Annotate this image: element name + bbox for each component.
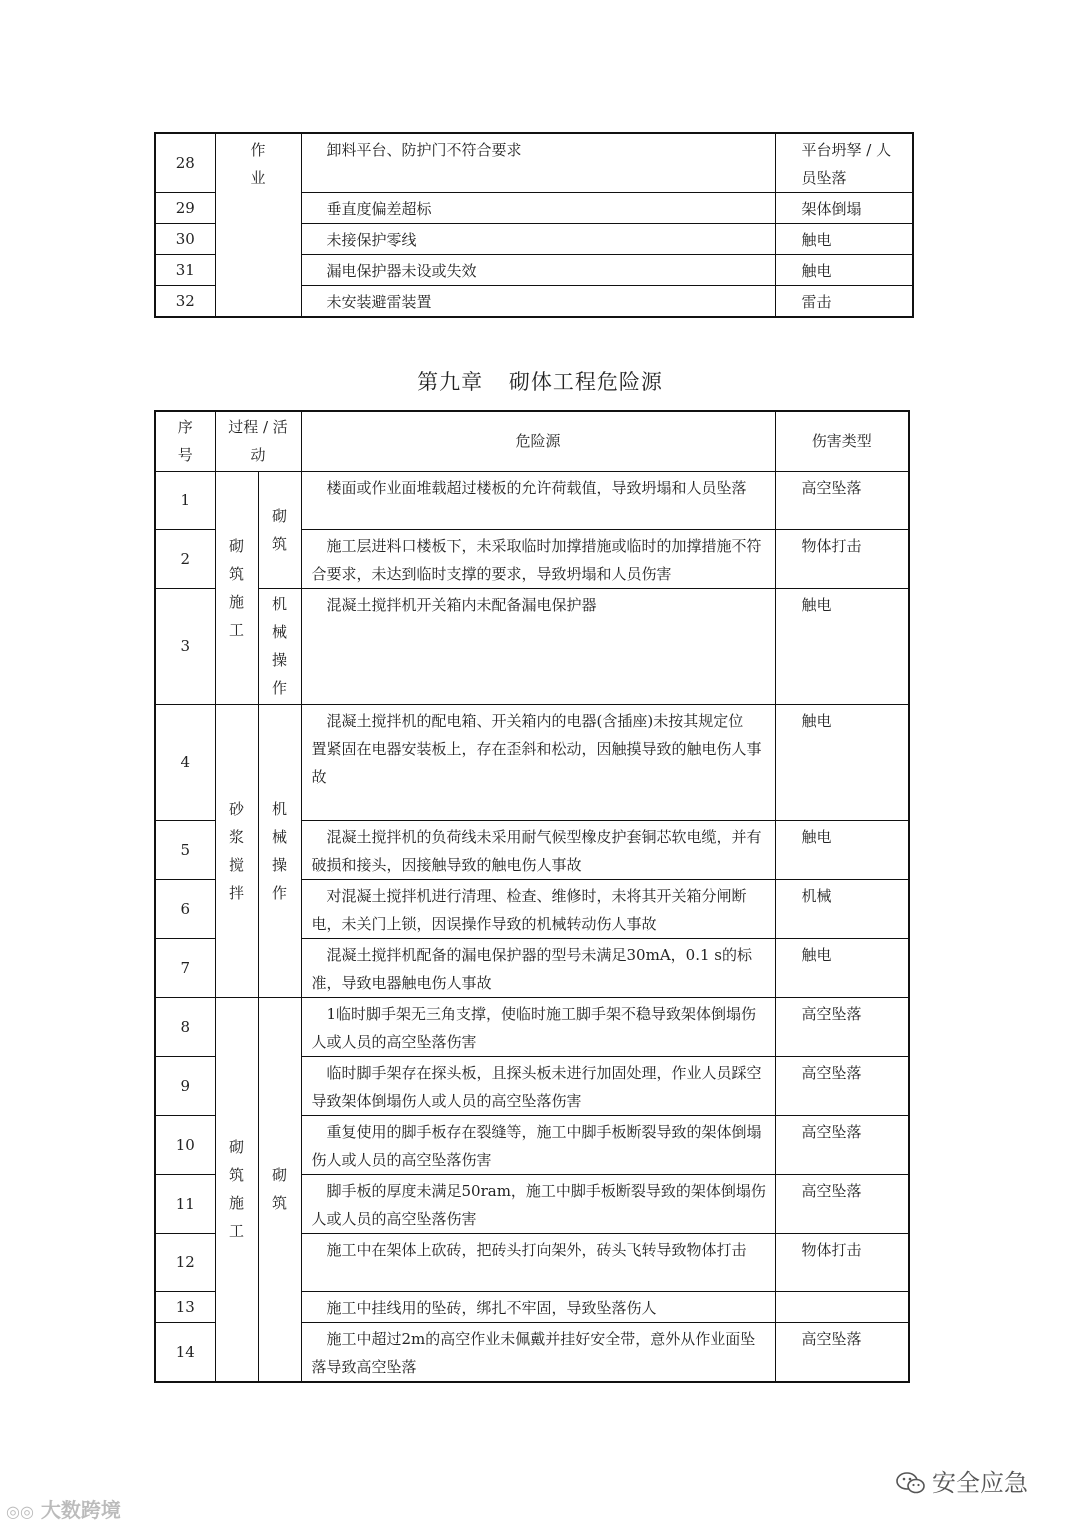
injury-type-cell: 雷击 — [775, 286, 913, 318]
header-hazard: 危险源 — [301, 411, 775, 471]
vertical-char: 施 — [228, 1194, 244, 1212]
injury-type-cell: 平台坍孥 / 人员坠落 — [775, 133, 913, 193]
row-number: 12 — [155, 1233, 215, 1291]
activity-cell — [258, 704, 301, 997]
watermark-right: 安全应急 — [896, 1463, 1028, 1498]
injury-type-cell: 高空坠落 — [775, 1174, 909, 1233]
row-number: 28 — [155, 133, 215, 193]
vertical-char: 拌 — [228, 883, 244, 902]
process-cell — [215, 704, 258, 997]
row-number: 13 — [155, 1291, 215, 1322]
chapter-title: 第九章 砌体工程危险源 — [417, 370, 663, 394]
injury-type-cell: 触电 — [775, 224, 913, 255]
vertical-char: 操 — [271, 855, 287, 874]
vertical-char: 工 — [228, 620, 244, 639]
injury-type-cell: 高空坠落 — [775, 1115, 909, 1174]
row-number: 31 — [155, 255, 215, 286]
hazard-cell: 漏电保护器未设或失效 — [301, 255, 775, 286]
vertical-char: 砌 — [271, 506, 287, 525]
hazard-cell: 施工中在架体上砍砖，把砖头打向架外，砖头飞转导致物体打击 — [301, 1233, 775, 1291]
hazard-cell: 未接保护零线 — [301, 224, 775, 255]
vertical-char: 砌 — [271, 1166, 287, 1184]
row-number: 4 — [155, 704, 215, 820]
hazard-cell: 施工中超过2m的高空作业未佩戴并挂好安全带，意外从作业面坠落导致高空坠落 — [301, 1322, 775, 1382]
hazard-cell: 重复使用的脚手板存在裂缝等，施工中脚手板断裂导致的架体倒塌伤人或人员的高空坠落伤害 — [301, 1115, 775, 1174]
row-number: 6 — [155, 879, 215, 938]
vertical-char: 机 — [271, 595, 287, 613]
vertical-char: 搅 — [228, 855, 244, 874]
injury-type-cell: 高空坠落 — [775, 1322, 909, 1382]
logo-icon: ◎◎ — [6, 1502, 34, 1521]
row-number: 10 — [155, 1115, 215, 1174]
vertical-char: 筑 — [228, 1166, 244, 1184]
table-row — [155, 133, 913, 193]
injury-type-cell: 高空坠落 — [775, 1056, 909, 1115]
injury-type-cell: 触电 — [775, 255, 913, 286]
injury-type-cell: 触电 — [775, 938, 909, 997]
injury-type-cell: 触电 — [775, 820, 909, 879]
activity-cell — [258, 471, 301, 588]
vertical-char: 作 — [271, 679, 287, 697]
vertical-char: 作 — [271, 883, 287, 902]
vertical-char: 筑 — [271, 534, 287, 553]
vertical-char: 浆 — [228, 827, 244, 846]
hazard-table-continued — [154, 132, 914, 318]
header-row — [155, 411, 909, 471]
injury-type-cell: 物体打击 — [775, 1233, 909, 1291]
header-process: 过程 / 活 动 — [215, 411, 301, 471]
vertical-char: 操 — [271, 651, 287, 669]
injury-type-cell: 机械 — [775, 879, 909, 938]
header-no: 序 号 — [155, 411, 215, 471]
row-number: 30 — [155, 224, 215, 255]
injury-type-cell: 架体倒塌 — [775, 193, 913, 224]
table-row — [155, 997, 909, 1056]
vertical-char: 筑 — [271, 1194, 287, 1212]
row-number: 32 — [155, 286, 215, 318]
wechat-icon — [896, 1471, 926, 1495]
vertical-char: 械 — [271, 623, 287, 641]
injury-type-cell — [775, 1291, 909, 1322]
row-number: 11 — [155, 1174, 215, 1233]
vertical-char: 械 — [271, 827, 287, 846]
table-row — [155, 588, 909, 704]
row-number: 3 — [155, 588, 215, 704]
hazard-cell: 1临时脚手架无三角支撑，使临时施工脚手架不稳导致架体倒塌伤人或人员的高空坠落伤害 — [301, 997, 775, 1056]
hazard-cell: 对混凝土搅拌机进行清理、检查、维修时，未将其开关箱分闸断电，未关门上锁，因误操作导致的机械转动伤人事故 — [301, 879, 775, 938]
vertical-char: 机 — [271, 799, 287, 818]
row-number: 2 — [155, 529, 215, 588]
activity-cell — [258, 588, 301, 704]
vertical-char: 施 — [228, 592, 244, 611]
hazard-cell: 混凝土搅拌机的负荷线未采用耐气候型橡皮护套铜芯软电缆，并有破损和接头，因接触导致的触电伤人事故 — [301, 820, 775, 879]
vertical-char: 筑 — [228, 564, 244, 583]
injury-type-cell: 高空坠落 — [775, 471, 909, 529]
hazard-cell: 施工层进料口楼板下，未采取临时加撑措施或临时的加撑措施不符合要求，未达到临时支撑的要求，导致坍塌和人员伤害 — [301, 529, 775, 588]
hazard-cell: 楼面或作业面堆载超过楼板的允许荷载值，导致坍塌和人员坠落 — [301, 471, 775, 529]
row-number: 29 — [155, 193, 215, 224]
row-number: 9 — [155, 1056, 215, 1115]
table-row — [155, 704, 909, 820]
activity-cell — [258, 997, 301, 1382]
row-number: 14 — [155, 1322, 215, 1382]
watermark-left: ◎◎ 大数跨境 — [6, 1498, 121, 1522]
hazard-cell: 垂直度偏差超标 — [301, 193, 775, 224]
hazard-table-masonry — [154, 410, 910, 1383]
table-row — [155, 471, 909, 529]
injury-type-cell: 触电 — [775, 588, 909, 704]
hazard-cell: 临时脚手架存在探头板，且探头板未进行加固处理，作业人员踩空导致架体倒塌伤人或人员的高空坠落伤害 — [301, 1056, 775, 1115]
vertical-char: 工 — [228, 1222, 244, 1240]
hazard-cell: 脚手板的厚度未满足50ram，施工中脚手板断裂导致的架体倒塌伤人或人员的高空坠落伤害 — [301, 1174, 775, 1233]
injury-type-cell: 触电 — [775, 704, 909, 820]
row-number: 8 — [155, 997, 215, 1056]
row-number: 7 — [155, 938, 215, 997]
process-cell — [215, 471, 258, 704]
hazard-cell: 混凝土搅拌机开关箱内未配备漏电保护器 — [301, 588, 775, 704]
injury-type-cell: 高空坠落 — [775, 997, 909, 1056]
header-type: 伤害类型 — [775, 411, 909, 471]
process-cell — [215, 997, 258, 1382]
vertical-char: 砂 — [228, 799, 244, 818]
hazard-cell: 混凝土搅拌机的配电箱、开关箱内的电器(含插座)未按其规定位 置紧固在电器安装板上，存在歪斜和松动，因触摸导致的触电伤人事故 — [301, 704, 775, 820]
injury-type-cell: 物体打击 — [775, 529, 909, 588]
hazard-cell: 未安装避雷装置 — [301, 286, 775, 318]
hazard-cell: 混凝土搅拌机配备的漏电保护器的型号未满足30mA，0.1 s的标准，导致电器触电伤人事故 — [301, 938, 775, 997]
vertical-char: 砌 — [228, 536, 244, 555]
row-number: 5 — [155, 820, 215, 879]
hazard-cell: 卸料平台、防护门不符合要求 — [301, 133, 775, 193]
activity-cell: 作 业 — [215, 133, 301, 317]
hazard-cell: 施工中挂线用的坠砖，绑扎不牢固，导致坠落伤人 — [301, 1291, 775, 1322]
vertical-char: 砌 — [228, 1138, 244, 1156]
row-number: 1 — [155, 471, 215, 529]
